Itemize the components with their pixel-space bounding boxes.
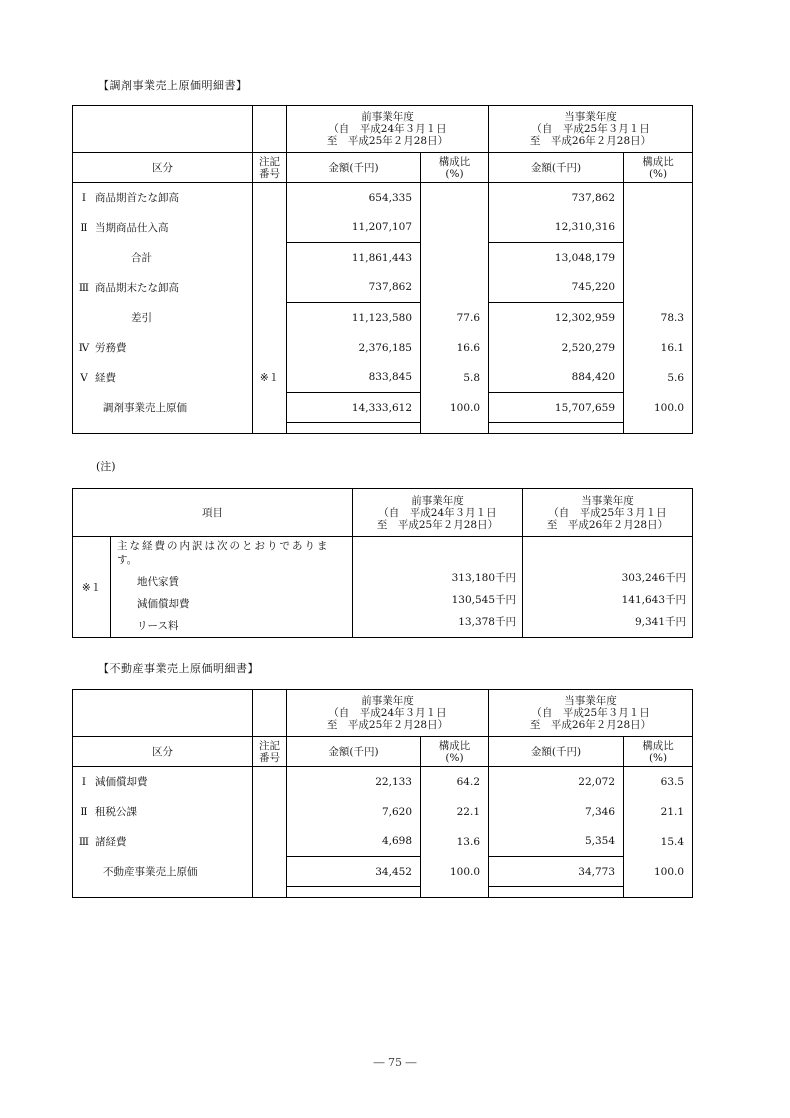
table-row: Ⅴ 経費 ※１ 833,845 5.8 884,420 5.6 (73, 363, 693, 393)
table-row: Ⅰ 商品期首たな卸高 654,335 737,862 (73, 183, 693, 213)
period-curr: 当事業年度 （自 平成25年３月１日 至 平成26年２月28日） (489, 106, 693, 153)
real-estate-cost-table (72, 689, 693, 898)
table-row-doubleline (73, 887, 693, 898)
col-amount-curr: 金額(千円) (489, 737, 624, 767)
expense-item: リース料 (137, 620, 179, 632)
col-ratio-prev: 構成比 (%) (421, 153, 489, 183)
notes-description: 主な経費の内訳は次のとおりでありま す。 地代家賃 減価償却費 リース料 (111, 537, 353, 638)
table-row-total: 調剤事業売上原価 14,333,612 100.0 15,707,659 100.0 (73, 393, 693, 423)
col-amount-curr: 金額(千円) (489, 153, 624, 183)
table-row: Ⅳ 労務費 2,376,185 16.6 2,520,279 16.1 (73, 333, 693, 363)
table-row-total: 不動産事業売上原価 34,452 100.0 34,773 100.0 (73, 857, 693, 887)
notes-header (73, 489, 693, 537)
period-curr: 当事業年度 （自 平成25年３月１日 至 平成26年２月28日） (489, 690, 693, 737)
col-item: 項目 (73, 489, 353, 537)
table-row-subtotal: 合計 11,861,443 13,048,179 (73, 243, 693, 273)
table-row: Ⅰ 減価償却費 22,133 64.2 22,072 63.5 (73, 767, 693, 797)
page-number: ― 75 ― (373, 1056, 417, 1069)
note-mark: ※１ (73, 537, 111, 638)
col-amount-prev: 金額(千円) (287, 153, 421, 183)
col-ratio-prev: 構成比 (%) (421, 737, 489, 767)
col-category: 区分 (73, 153, 253, 183)
note-label: (注) (96, 460, 116, 473)
table-row-subtotal: 差引 11,123,580 77.6 12,302,959 78.3 (73, 303, 693, 333)
period-prev: 前事業年度 （自 平成24年３月１日 至 平成25年２月28日） (287, 690, 489, 737)
period-prev: 前事業年度 （自 平成24年３月１日 至 平成25年２月28日） (287, 106, 489, 153)
table-period-header (73, 106, 693, 153)
notes-prev-values: 313,180千円 130,545千円 13,378千円 (353, 537, 523, 638)
table-column-header (73, 153, 693, 183)
table-row: Ⅲ 商品期末たな卸高 737,862 745,220 (73, 273, 693, 303)
table-row-doubleline (73, 423, 693, 434)
dispensing-cost-table (72, 105, 693, 434)
section1-title: 【調剤事業売上原価明細書】 (98, 79, 248, 92)
col-note: 注記 番号 (253, 737, 287, 767)
notes-period-prev: 前事業年度 （自 平成24年３月１日 至 平成25年２月28日） (353, 489, 523, 537)
table-row: Ⅱ 租税公課 7,620 22.1 7,346 21.1 (73, 797, 693, 827)
col-category: 区分 (73, 737, 253, 767)
col-note: 注記 番号 (253, 153, 287, 183)
table-period-header (73, 690, 693, 737)
col-ratio-curr: 構成比 (%) (624, 153, 693, 183)
table-row: Ⅱ 当期商品仕入高 11,207,107 12,310,316 (73, 213, 693, 243)
table-row: Ⅲ 諸経費 4,698 13.6 5,354 15.4 (73, 827, 693, 857)
expense-notes-table (72, 488, 693, 638)
notes-curr-values: 303,246千円 141,643千円 9,341千円 (523, 537, 693, 638)
col-amount-prev: 金額(千円) (287, 737, 421, 767)
section2-title: 【不動産事業売上原価明細書】 (98, 662, 259, 675)
notes-body (73, 537, 693, 638)
col-ratio-curr: 構成比 (%) (624, 737, 693, 767)
table-column-header (73, 737, 693, 767)
expense-item: 地代家賃 (137, 576, 179, 588)
notes-period-curr: 当事業年度 （自 平成25年３月１日 至 平成26年２月28日） (523, 489, 693, 537)
expense-item: 減価償却費 (137, 598, 190, 610)
